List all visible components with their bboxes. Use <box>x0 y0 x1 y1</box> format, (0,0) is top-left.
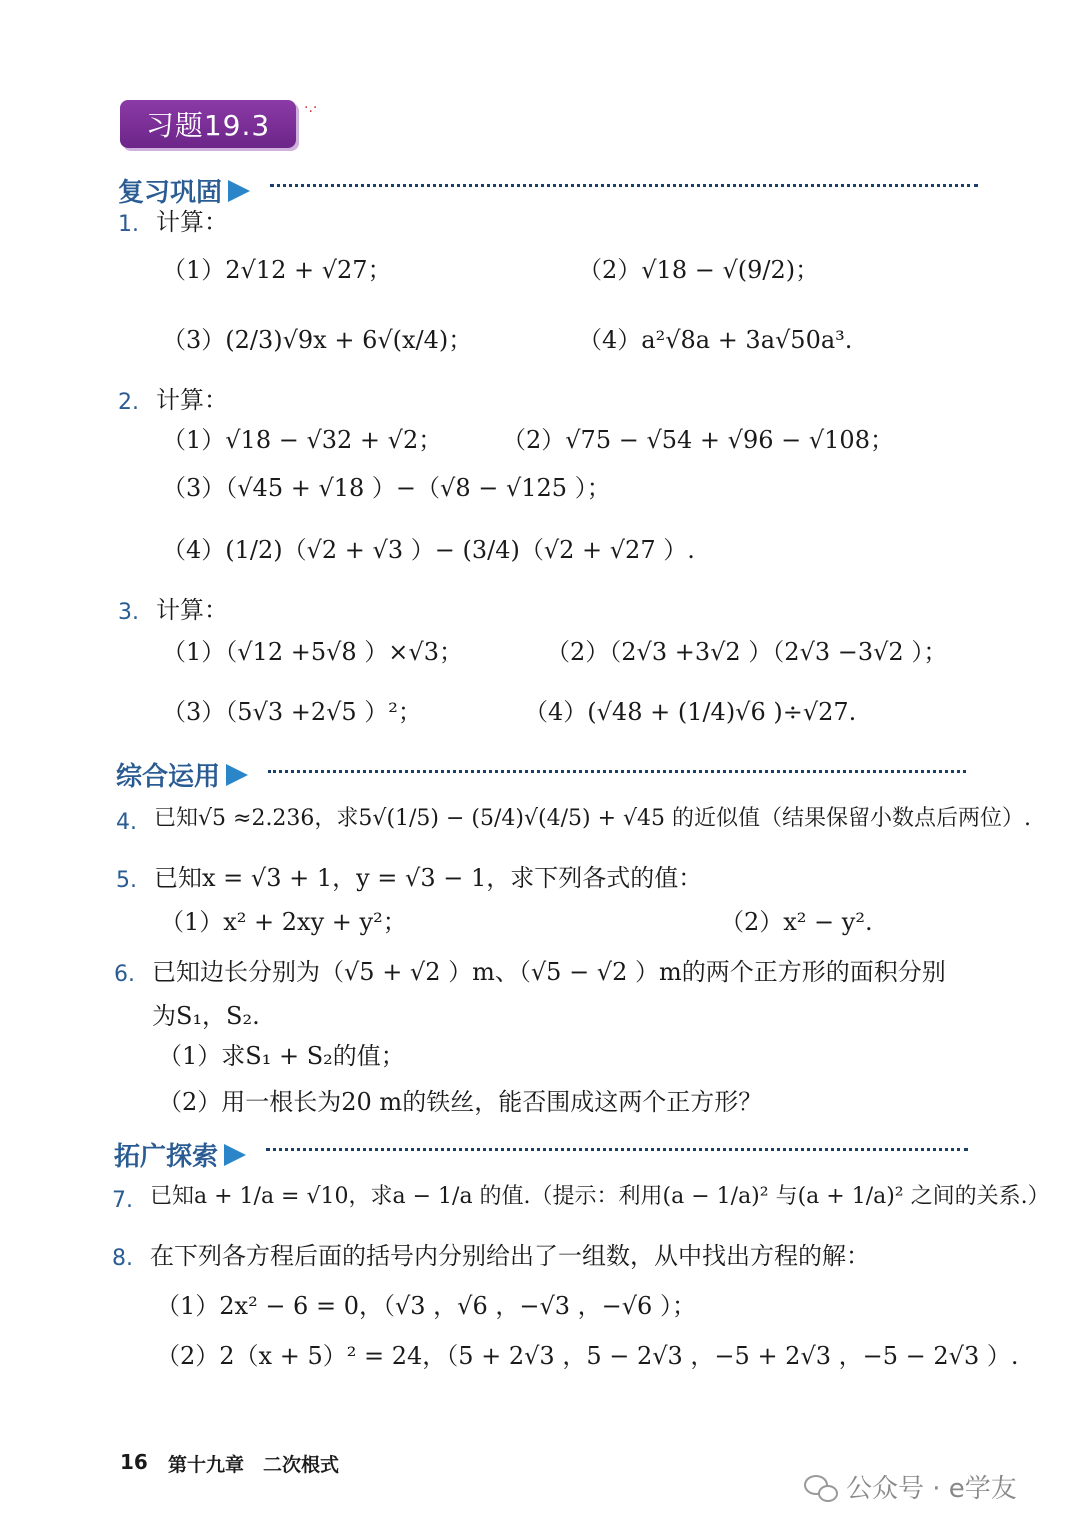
problem-item: （1）x² + 2xy + y²； <box>160 908 407 936</box>
problem-number: 8. <box>112 1246 133 1271</box>
section-review-label: 复习巩固 <box>118 178 223 208</box>
problem-item: （1）2x² − 6 = 0，（√3 ，√6 ，−√3 ，−√6 ）； <box>156 1292 696 1320</box>
problem-item: （4）a²√8a + 3a√50a³. <box>578 326 853 354</box>
arrow-icon <box>226 764 248 786</box>
problem-text: 计算： <box>156 208 228 236</box>
problem-item: （3）（5√3 +2√5 ）²； <box>162 698 422 726</box>
problem-text: 已知x = √3 + 1，y = √3 − 1，求下列各式的值： <box>154 864 703 892</box>
problem-item: （4）(√48 + (1/4)√6 )÷√27. <box>524 698 857 726</box>
problem-item: （1）2√12 + √27； <box>162 256 392 284</box>
problem-number: 6. <box>114 962 135 987</box>
section-review <box>118 172 250 209</box>
problem-item: （2）（2√3 +3√2 ）（2√3 −3√2 ）； <box>546 638 948 666</box>
wechat-icon <box>804 1473 838 1501</box>
problem-item: （3）(2/3)√9x + 6√(x/4)； <box>162 326 473 354</box>
section-apply <box>116 756 248 793</box>
problem-text: 已知a + 1/a = √10，求a − 1/a 的值.（提示：利用(a − 1/a)² 与(a + 1/a)² 之间的关系.） <box>150 1184 1050 1209</box>
problem-item: （2）x² − y². <box>720 908 873 936</box>
problem-number: 2. <box>118 390 139 415</box>
problem-text: 计算： <box>156 596 228 624</box>
section-explore-label: 拓广探索 <box>114 1142 219 1172</box>
problem-number: 3. <box>118 600 139 625</box>
problem-number: 5. <box>116 868 137 893</box>
problem-text: 计算： <box>156 386 228 414</box>
problem-text: 在下列各方程后面的括号内分别给出了一组数，从中找出方程的解： <box>150 1242 870 1270</box>
problem-text: 已知边长分别为（√5 + √2 ）m、（√5 − √2 ）m的两个正方形的面积分别 <box>152 958 946 986</box>
problem-item: （1）（√12 +5√8 ）×√3； <box>162 638 463 666</box>
title-decoration: ·.· <box>304 100 318 116</box>
problem-text: 已知√5 ≈2.236，求5√(1/5) − (5/4)√(4/5) + √45 的近似值（结果保留小数点后两位）. <box>154 806 1032 831</box>
problem-item: （1）求S₁ + S₂的值； <box>158 1042 405 1070</box>
section-explore <box>114 1136 246 1173</box>
problem-text-cont: 为S₁，S₂. <box>152 1002 260 1030</box>
section-divider <box>270 184 978 187</box>
watermark <box>804 1468 1017 1505</box>
problem-item: （4）(1/2)（√2 + √3 ）− (3/4)（√2 + √27 ）. <box>162 536 695 564</box>
problem-number: 7. <box>112 1188 133 1213</box>
section-apply-label: 综合运用 <box>116 762 221 792</box>
arrow-icon <box>228 180 250 202</box>
problem-number: 4. <box>116 810 137 835</box>
problem-item: （2）用一根长为20 m的铁丝，能否围成这两个正方形？ <box>158 1088 763 1116</box>
problem-item: （3）（√45 + √18 ）−（√8 − √125 ）； <box>162 474 611 502</box>
chapter-title: 第十九章 二次根式 <box>168 1454 340 1476</box>
section-divider <box>266 1148 968 1151</box>
arrow-icon <box>224 1144 246 1166</box>
problem-item: （2）√75 − √54 + √96 − √108； <box>502 426 894 454</box>
section-divider <box>268 770 966 773</box>
page-number: 16 <box>120 1450 148 1474</box>
problem-item: （1）√18 − √32 + √2； <box>162 426 443 454</box>
problem-item: （2）√18 − √(9/2)； <box>578 256 820 284</box>
problem-number: 1. <box>118 212 139 237</box>
watermark-text: 公众号 · e学友 <box>846 1474 1017 1504</box>
exercise-title: 习题19.3 <box>120 100 296 148</box>
problem-item: （2）2（x + 5）² = 24，（5 + 2√3 ，5 − 2√3 ，−5 + 2√3 ，−5 − 2√3 ）. <box>156 1342 1019 1370</box>
